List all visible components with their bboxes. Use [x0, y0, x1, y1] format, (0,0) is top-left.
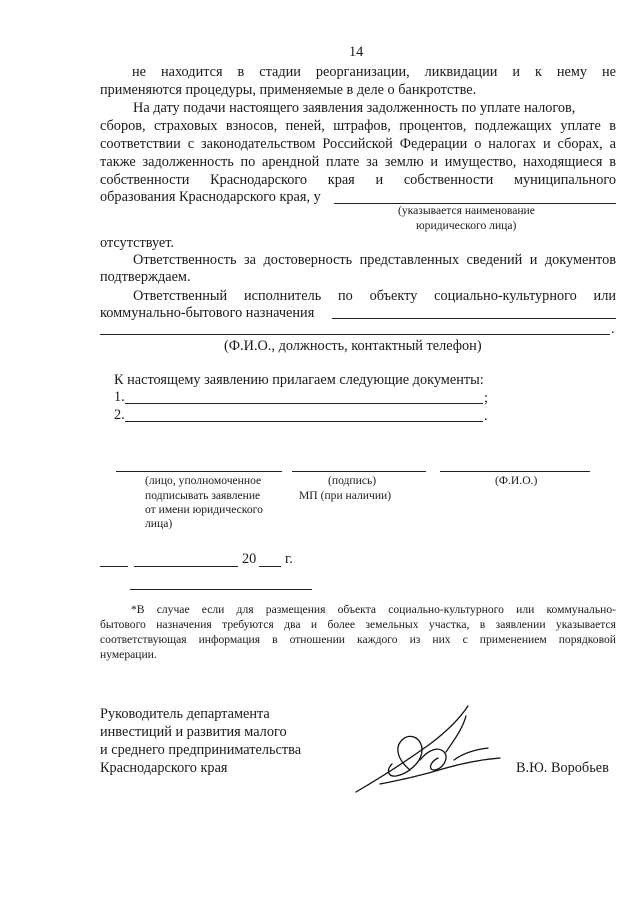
attachment-item1-end: ;	[484, 390, 488, 406]
executor-field-line2[interactable]	[100, 334, 610, 335]
handwritten-signature	[350, 700, 510, 800]
p2-line1: На дату подачи настоящего заявления задолженность по уплате налогов,	[133, 100, 576, 116]
p2-note2: юридического лица)	[416, 219, 517, 232]
p4-caption: (Ф.И.О., должность, контактный телефон)	[224, 338, 482, 354]
date-year-suffix: г.	[285, 551, 293, 567]
footnote-line2: бытового назначения требуются два и более земельных участка, в заявлении указывается	[100, 618, 616, 631]
attachment-item1-field[interactable]	[125, 403, 483, 404]
authorized-person-line[interactable]	[116, 471, 282, 472]
p4-end-dot: .	[611, 321, 615, 337]
attachment-item1-number: 1.	[114, 389, 125, 405]
sig-col1-line2: подписывать заявление	[145, 489, 261, 502]
p3-line2: подтверждаем.	[100, 269, 191, 285]
footnote-line1: *В случае если для размещения объекта социально-культурного или коммунально-	[131, 603, 616, 616]
p1-line1: не находится в стадии реорганизации, ликвидации и к нему не	[132, 64, 616, 80]
p2-line3: соответствии с законодательством Российской Федерации о налогах и сборах, а	[100, 136, 616, 152]
sig-col2-line2: МП (при наличии)	[299, 489, 392, 502]
p2-line6: образования Краснодарского края, у	[100, 189, 321, 205]
p4-line1: Ответственный исполнитель по объекту социально-культурного или	[133, 288, 616, 304]
date-year-field[interactable]	[259, 566, 281, 567]
attachments-intro: К настоящему заявлению прилагаем следующие документы:	[114, 372, 484, 388]
page-number: 14	[349, 44, 364, 60]
executor-field-line1[interactable]	[332, 318, 616, 319]
date-year-prefix: 20	[242, 551, 257, 567]
footnote-line4: нумерации.	[100, 648, 157, 661]
sig-col1-line3: от имени юридического	[145, 503, 263, 516]
footnote-line3: соответствующая информация в отношении каждого из них с применением порядковой	[100, 633, 616, 646]
p3-line1: Ответственность за достоверность представленных сведений и документов	[133, 252, 616, 268]
sig-col2-line1: (подпись)	[328, 474, 377, 487]
full-name-line[interactable]	[440, 471, 590, 472]
p2-line4: также задолженность по арендной плате за землю и имущество, находящиеся в	[100, 154, 616, 170]
sig-col3-line1: (Ф.И.О.)	[495, 474, 538, 487]
position-line1: Руководитель департамента	[100, 706, 270, 722]
sig-col1-line1: (лицо, уполномоченное	[145, 474, 262, 487]
position-line2: инвестиций и развития малого	[100, 724, 287, 740]
date-day-field[interactable]	[100, 566, 128, 567]
attachment-item2-number: 2.	[114, 407, 125, 423]
position-line3: и среднего предпринимательства	[100, 742, 302, 758]
signature-line[interactable]	[292, 471, 426, 472]
signatory-name: В.Ю. Воробьев	[516, 760, 609, 776]
p4-line2: коммунально-бытового назначения	[100, 305, 315, 321]
footnote-separator	[130, 589, 312, 590]
sig-col1-line4: лица)	[145, 517, 173, 530]
p2-line7: отсутствует.	[100, 235, 175, 251]
p2-line2: сборов, страховых взносов, пеней, штрафов, процентов, подлежащих уплате в	[100, 118, 616, 134]
attachment-item2-end: .	[484, 408, 488, 424]
position-line4: Краснодарского края	[100, 760, 228, 776]
p1-line2: применяются процедуры, применяемые в деле о банкротстве.	[100, 82, 477, 98]
attachment-item2-field[interactable]	[125, 421, 483, 422]
p2-line5: собственности Краснодарского края и собственности муниципального	[100, 172, 616, 188]
date-month-field[interactable]	[134, 566, 238, 567]
p2-note1: (указывается наименование	[398, 204, 535, 217]
